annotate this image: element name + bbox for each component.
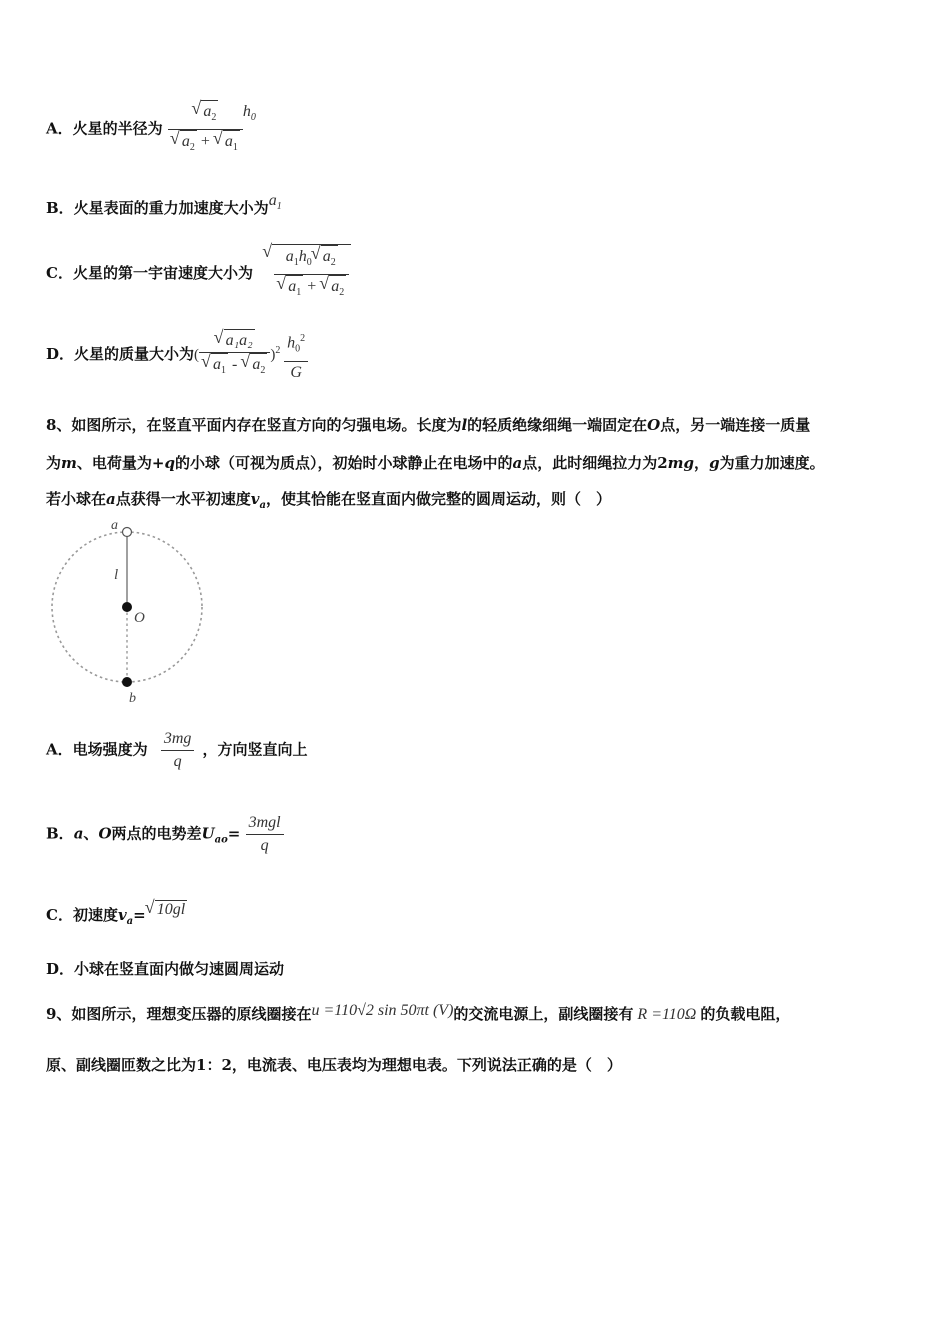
point-b xyxy=(122,677,132,687)
label-b: b xyxy=(129,691,136,706)
q9-stem-line-1: 9、如图所示，理想变压器的原线圈接在u =110√2 sin 50πt (V)的交流电源上，副线圈接有 R =110Ω 的负载电阻， xyxy=(46,1002,791,1023)
q7-option-b-formula: $a_1$ xyxy=(268,192,282,213)
label-o: O xyxy=(134,610,145,626)
q7-option-c-label: C．火星的第一宇宙速度大小为 xyxy=(46,264,253,283)
q8-stem-line-2: 为m、电荷量为+q的小球（可视为质点），初始时小球静止在电场中的a点，此时细绳拉力为2mg，g为重力加速度。 xyxy=(46,454,825,472)
q8-option-b: B．a、O两点的电势差$U_{ao}=$ $\frac{\text{3mgl}}{q}$ xyxy=(46,812,284,857)
q8-option-a: A．电场强度为 $\frac{3mg}{q}$ ，方向竖直向上 xyxy=(46,728,307,773)
q8-option-d: D．小球在竖直面内做匀速圆周运动 xyxy=(46,960,285,978)
label-l: l xyxy=(114,567,119,583)
pivot-point-o xyxy=(122,602,132,612)
label-a: a xyxy=(111,518,118,533)
ball-at-a xyxy=(123,528,132,537)
q8-option-c: C．初速度$v_a=√$ 10gl xyxy=(46,900,187,927)
q9-resistance-formula: R =110Ω xyxy=(637,1006,697,1023)
circle-motion-diagram xyxy=(40,516,220,712)
q7-option-b xyxy=(46,192,282,218)
q8-option-c-formula: √ 10gl xyxy=(155,900,187,919)
q8-stem-line-3: 若小球在a点获得一水平初速度$v_a$，使其恰能在竖直面内做完整的圆周运动，则（ ） xyxy=(46,490,611,511)
q9-voltage-formula: u =110√2 sin 50πt (V) xyxy=(311,1002,454,1019)
q7-option-d-label: D．火星的质量大小为 xyxy=(46,345,195,364)
q9-stem-line-2: 原、副线圈匝数之比为1：2，电流表、电压表均为理想电表。下列说法正确的是（ ） xyxy=(46,1056,622,1074)
q8-option-a-formula: $\frac{3mg}{q}$ xyxy=(161,728,195,773)
q7-option-d xyxy=(46,328,308,384)
q7-option-a: A．火星的半径为 √ $a_2$ √ $a_2$ + √ $a_1$ $h_0$ xyxy=(46,100,256,159)
q7-option-c-formula: √ $a_1h_0√$ $a_2$ √ $a_1$ + √ $a_2$ xyxy=(272,244,351,304)
q8-option-b-formula: $\frac{\text{3mgl}}{q}$ xyxy=(246,812,284,857)
q7-option-c xyxy=(46,244,351,304)
q7-option-d-formula: ( √ a₁a₂ √ $a_1$ - √ $a_2$ )$^2$ $\frac{h_0^2}{G}$ xyxy=(194,347,308,363)
q7-option-b-label: B．火星表面的重力加速度大小为 xyxy=(46,199,269,217)
q7-option-a-label: A．火星的半径为 xyxy=(46,119,163,138)
q7-option-a-formula: √ $a_2$ √ $a_2$ + √ $a_1$ xyxy=(168,100,243,159)
q8-stem-line-1: 8、如图所示，在竖直平面内存在竖直方向的匀强电场。长度为l的轻质绝缘细绳一端固定在O点，另一端连接一质量 xyxy=(46,416,811,434)
